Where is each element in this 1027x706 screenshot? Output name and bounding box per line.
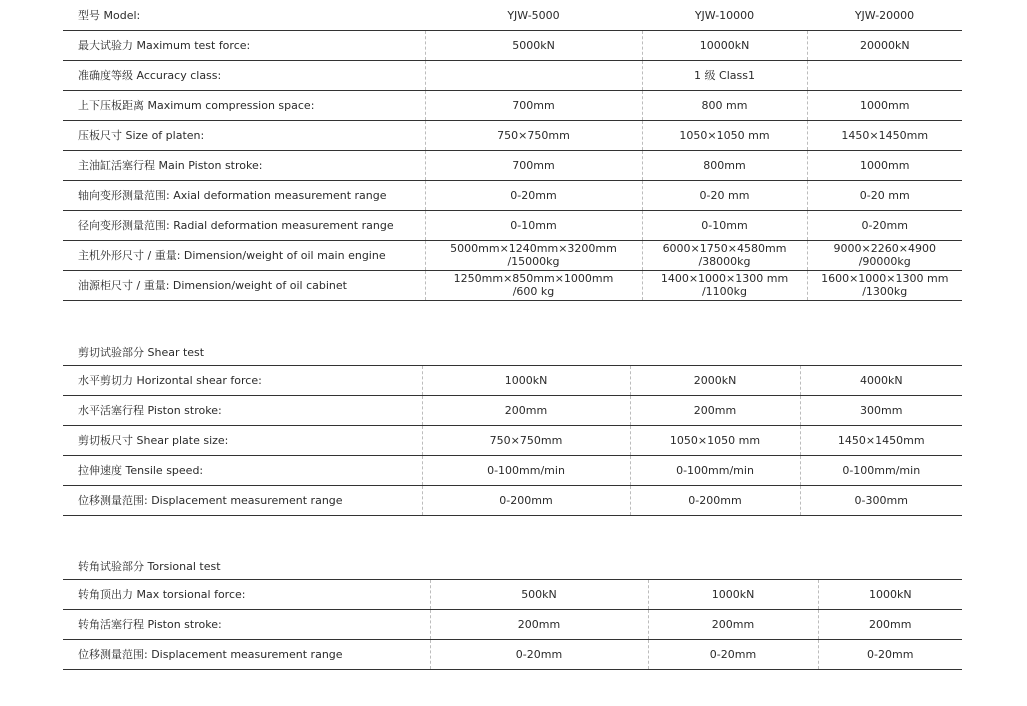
table-row [63,120,962,150]
cell-value: 1450×1450mm [800,426,962,456]
cell-value: 0-100mm/min [630,456,800,486]
cell-value: 1400×1000×1300 mm /1100kg [642,270,807,300]
cell-value: 0-20mm [648,640,818,670]
row-label: 油源柜尺寸 / 重量: Dimension/weight of oil cabinet [78,278,347,292]
cell-value: 0-100mm/min [800,456,962,486]
cell-value: 1000kN [422,366,630,396]
cell-value: 4000kN [800,366,962,396]
table-row [63,640,962,670]
row-label: 拉伸速度 Tensile speed: [78,464,204,477]
cell-value: 0-20 mm [807,180,962,210]
row-label: 上下压板距离 Maximum compression space: [78,98,315,112]
row-label: 径向变形测量范围: Radial deformation measurement range [78,218,394,232]
table-row [63,486,962,516]
cell-value: 5000mm×1240mm×3200mm /15000kg [425,240,642,270]
cell-value: 200mm [422,396,630,426]
torsion-table [63,579,962,670]
cell-value: 200mm [818,610,962,640]
cell-value: 0-200mm [422,486,630,516]
table-row [63,396,962,426]
cell-value: 2000kN [630,366,800,396]
cell-value [425,60,642,90]
table-row [63,90,962,120]
table-row [63,366,962,396]
cell-value: 1050×1050 mm [642,120,807,150]
table-row [63,610,962,640]
spec-table [63,1,962,301]
cell-value: 1 级 Class1 [642,60,807,90]
table-row [63,270,962,300]
table-row [63,150,962,180]
row-label: 位移测量范围: Displacement measurement range [78,648,343,661]
section-title-shear: 剪切试验部分 Shear test [78,346,205,359]
cell-value: 0-20mm [430,640,648,670]
row-label: 转角活塞行程 Piston stroke: [78,618,222,631]
cell-value: 0-20mm [807,210,962,240]
cell-value: 1250mm×850mm×1000mm /600 kg [425,270,642,300]
cell-value: 1050×1050 mm [630,426,800,456]
cell-value: 0-10mm [425,210,642,240]
row-label: 水平剪切力 Horizontal shear force: [78,374,262,387]
cell-value: 1000mm [807,150,962,180]
table-row [63,210,962,240]
row-label: 主油缸活塞行程 Main Piston stroke: [78,158,263,172]
table-row [63,180,962,210]
cell-value: 1000mm [807,90,962,120]
row-label: 位移测量范围: Displacement measurement range [78,494,343,507]
model-name: YJW-10000 [694,8,755,22]
row-label: 压板尺寸 Size of platen: [78,128,205,142]
cell-value: 6000×1750×4580mm /38000kg [642,240,807,270]
cell-value: 200mm [630,396,800,426]
model-label: 型号 Model: [78,8,141,22]
table-row [63,60,962,90]
cell-value: 700mm [425,150,642,180]
cell-value: 800 mm [642,90,807,120]
cell-value: 750×750mm [425,120,642,150]
cell-value: 0-20 mm [642,180,807,210]
model-name: YJW-5000 [507,8,560,22]
cell-value: 1600×1000×1300 mm /1300kg [807,270,962,300]
cell-value: 200mm [430,610,648,640]
row-label: 轴向变形测量范围: Axial deformation measurement range [78,188,387,202]
cell-value: 700mm [425,90,642,120]
table-row [63,426,962,456]
cell-value: 20000kN [807,30,962,60]
cell-value: 5000kN [425,30,642,60]
cell-value: 0-10mm [642,210,807,240]
row-label: 最大试验力 Maximum test force: [78,38,251,52]
model-name: YJW-20000 [854,8,915,22]
table-row [63,456,962,486]
cell-value: 200mm [648,610,818,640]
cell-value: 0-300mm [800,486,962,516]
row-label: 剪切板尺寸 Shear plate size: [78,434,229,447]
cell-value: 10000kN [642,30,807,60]
cell-value: 9000×2260×4900 /90000kg [807,240,962,270]
cell-value: 500kN [430,580,648,610]
cell-value: 1000kN [648,580,818,610]
row-label: 主机外形尺寸 / 重量: Dimension/weight of oil main engine [78,248,386,262]
table-row [63,580,962,610]
table-row [63,240,962,270]
row-label: 准确度等级 Accuracy class: [78,68,222,82]
row-label: 转角顶出力 Max torsional force: [78,588,246,601]
row-label: 水平活塞行程 Piston stroke: [78,404,222,417]
table-row [63,30,962,60]
cell-value: 0-20mm [425,180,642,210]
shear-table [63,365,962,516]
cell-value: 800mm [642,150,807,180]
cell-value: 750×750mm [422,426,630,456]
cell-value: 300mm [800,396,962,426]
section-title-torsion: 转角试验部分 Torsional test [78,560,221,573]
cell-value: 0-100mm/min [422,456,630,486]
cell-value: 0-200mm [630,486,800,516]
cell-value [807,60,962,90]
cell-value: 1450×1450mm [807,120,962,150]
cell-value: 1000kN [818,580,962,610]
table-header-row [63,1,962,30]
cell-value: 0-20mm [818,640,962,670]
